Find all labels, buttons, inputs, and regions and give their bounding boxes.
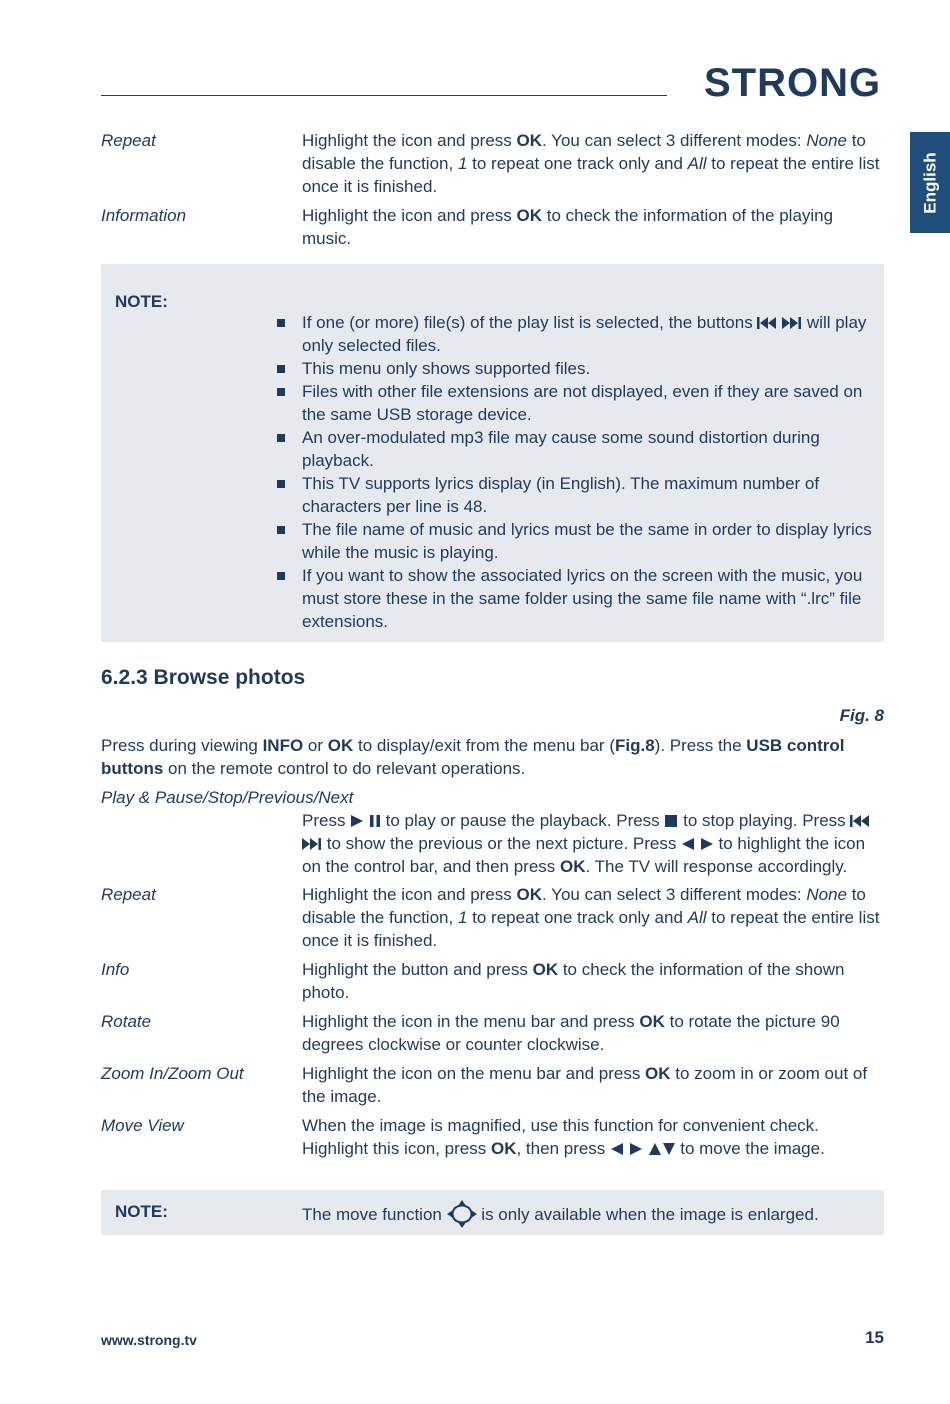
move-arrows-icon [447,1200,477,1228]
next-track-icon [782,316,802,330]
language-tab-label: English [920,151,940,214]
pause-icon [369,814,381,828]
language-tab[interactable] [910,132,950,233]
term-label: Move View [101,1116,184,1135]
prev-track-icon [850,814,870,828]
list-item: The file name of music and lyrics must be the same in order to display lyrics while the music is playing. [302,518,884,564]
list-item: This menu only shows supported files. [302,357,884,380]
term-description: Highlight the icon in the menu bar and press OK to rotate the picture 90 degrees clockwise or counter clockwise. [302,1012,840,1054]
list-item: Files with other file extensions are not displayed, even if they are saved on the same USB storage device. [302,380,884,426]
note-box-music [101,264,884,642]
next-track-icon [302,837,322,851]
term-description: Highlight the icon on the menu bar and press OK to zoom in or zoom out of the image. [302,1064,868,1106]
svg-text:STRONG: STRONG [704,61,882,104]
header-rule [101,95,667,96]
term-description: When the image is magnified, use this function for convenient check. Highlight this icon, press OK, then press to move the image. [302,1116,825,1158]
list-item: An over-modulated mp3 file may cause some sound distortion during playback. [302,426,884,472]
right-arrow-icon [700,837,714,851]
left-arrow-icon [681,837,695,851]
stop-icon [664,814,678,828]
strong-logo [704,60,886,104]
note-box-move [101,1190,884,1235]
down-arrow-icon [662,1142,676,1156]
list-item: If one (or more) file(s) of the play list is selected, the buttons will play only selected files. [302,311,884,357]
term-label: Zoom In/Zoom Out [101,1064,244,1083]
footer-url[interactable]: www.strong.tv [101,1332,197,1348]
note-list [302,311,884,633]
note-label: NOTE: [115,292,168,311]
term-label: Rotate [101,1012,152,1031]
left-arrow-icon [610,1142,624,1156]
term-description: Press to play or pause the playback. Press to stop playing. Press to show the previous or the next picture. Press to highlight the icon on the control bar, and then press OK. The TV will response accordingly. [302,809,884,878]
up-arrow-icon [648,1142,662,1156]
page-number: 15 [865,1328,884,1347]
figure-label: Fig. 8 [839,706,884,725]
play-icon [350,814,364,828]
intro-paragraph: Press during viewing INFO or OK to display/exit from the menu bar (Fig.8). Press the USB control buttons on the remote control to do relevant operations. [101,736,845,778]
list-item: This TV supports lyrics display (in English). The maximum number of characters per line is 48. [302,472,884,518]
term-description: Highlight the icon and press OK. You can select 3 different modes: None to disable the function, 1 to repeat one track only and All to repeat the entire list once it is finished. [302,131,880,196]
note-text: The move function is only available when the image is enlarged. [302,1200,884,1228]
term-label: Repeat [101,885,156,904]
note-label: NOTE: [115,1202,168,1221]
list-item: If you want to show the associated lyrics on the screen with the music, you must store these in the same folder using the same file name with “.lrc” file extensions. [302,564,884,633]
term-label: Info [101,960,130,979]
term-label: Repeat [101,131,156,150]
prev-track-icon [757,316,777,330]
term-label: Information [101,206,187,225]
term-description: Highlight the icon and press OK. You can select 3 different modes: None to disable the function, 1 to repeat one track only and All to repeat the entire list once it is finished. [302,885,880,950]
play-controls-heading: Play & Pause/Stop/Previous/Next [101,788,354,807]
term-description: Highlight the button and press OK to check the information of the shown photo. [302,960,845,1002]
section-title: 6.2.3 Browse photos [101,666,306,689]
term-description: Highlight the icon and press OK to check the information of the playing music. [302,206,834,248]
right-arrow-icon [629,1142,643,1156]
